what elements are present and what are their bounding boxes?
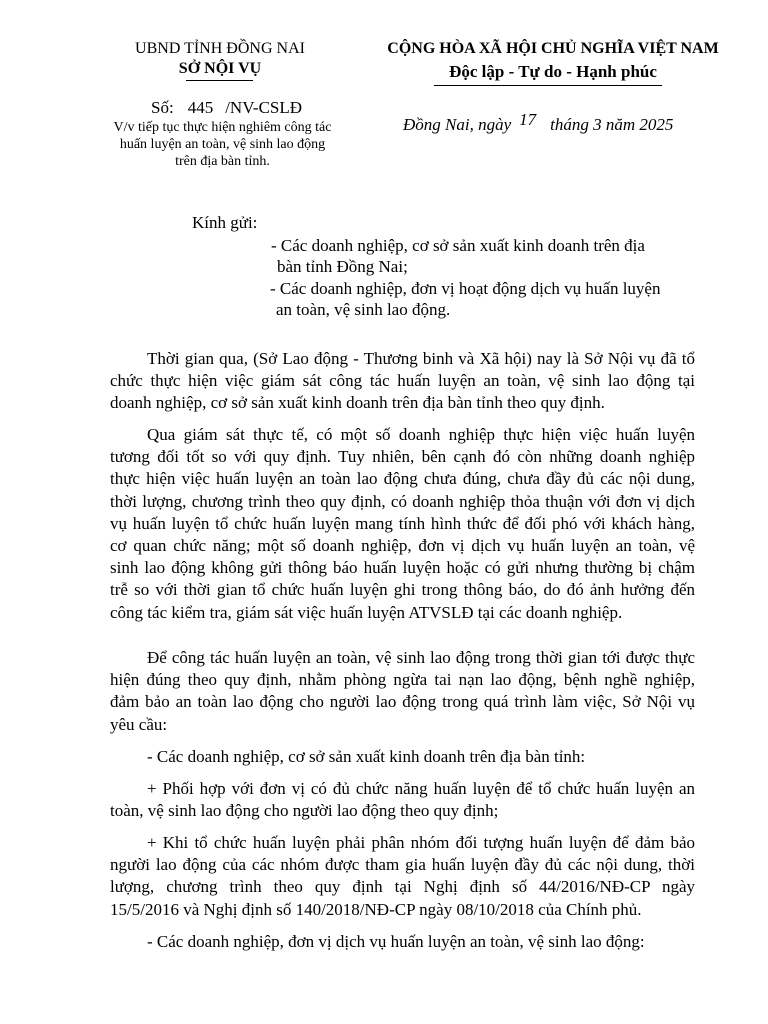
- paragraph-line: 15/5/2016 và Nghị định số 140/2018/NĐ-CP ngày 08/10/2018 của Chính phủ.: [110, 899, 642, 919]
- paragraph-line: Thời gian qua, (Sở Lao động - Thương binh và Xã hội) nay là Sở Nội vụ đã tổ: [147, 349, 695, 368]
- agency-name: UBND TỈNH ĐỒNG NAI: [135, 40, 305, 57]
- nation-title: CỘNG HÒA XÃ HỘI CHỦ NGHĨA VIỆT NAM: [387, 40, 719, 57]
- agency-underline: [186, 80, 253, 81]
- department-name: SỞ NỘI VỤ: [178, 60, 262, 77]
- national-motto: Độc lập - Tự do - Hạnh phúc: [449, 62, 657, 81]
- paragraph-line: công tác kiểm tra, giám sát việc huấn luyện ATVSLĐ tại các doanh nghiệp.: [110, 602, 623, 622]
- paragraph-line: tương đối tốt so với quy định. Tuy nhiên, bên cạnh đó còn những doanh nghiệp: [110, 447, 695, 467]
- paragraph-line: doanh nghiệp, cơ sở sản xuất kinh doanh trên địa bàn tỉnh theo quy định.: [110, 393, 605, 413]
- document-number: [151, 97, 302, 119]
- subject-line: trên địa bàn tỉnh.: [175, 154, 270, 169]
- date-day: 17: [519, 110, 537, 129]
- paragraph-line: yêu cầu:: [110, 714, 168, 734]
- subject-line: V/v tiếp tục thực hiện nghiêm công tác: [113, 120, 332, 135]
- paragraph-line: sinh lao động không gửi thông báo huấn luyện hoặc có gửi nhưng thường bị chậm: [110, 558, 695, 578]
- paragraph-line: chức thực hiện việc giám sát công tác huấn luyện an toàn, vệ sinh lao động tại: [110, 371, 695, 391]
- paragraph-line: - Các doanh nghiệp, cơ sở sản xuất kinh doanh trên địa bàn tỉnh:: [147, 747, 586, 766]
- paragraph-line: cơ quan chức năng; một số doanh nghiệp, đơn vị dịch vụ huấn luyện an toàn, vệ: [110, 536, 695, 556]
- paragraph-line: lượng, chương trình theo quy định tại Nghị định số 44/2016/NĐ-CP ngày: [110, 877, 695, 897]
- place-prefix: Đồng Nai, ngày: [403, 115, 512, 134]
- number-value: 445: [187, 98, 214, 117]
- salutation: Kính gửi:: [192, 213, 258, 232]
- paragraph-line: người lao động của các nhóm được tham gia huấn luyện đầy đủ các nội dung, thời: [110, 855, 695, 875]
- body-paragraph-1: [110, 348, 695, 415]
- paragraph-line: hiện đúng theo quy định, nhằm phòng ngừa tai nạn lao động, bệnh nghề nghiệp,: [110, 670, 695, 690]
- body-paragraph-6: [110, 832, 695, 921]
- paragraph-line: toàn, vệ sinh lao động cho người lao động theo quy định;: [110, 801, 499, 821]
- paragraph-line: Qua giám sát thực tế, có một số doanh nghiệp thực hiện việc huấn luyện: [147, 425, 695, 444]
- paragraph-line: vụ huấn luyện tổ chức huấn luyện mang tính hình thức để đối phó với khách hàng,: [110, 513, 695, 533]
- body-paragraph-5: [110, 778, 695, 822]
- paragraph-line: Để công tác huấn luyện an toàn, vệ sinh lao động trong thời gian tới được thực: [147, 648, 695, 667]
- date-month-year: tháng 3 năm 2025: [550, 115, 674, 134]
- place-date: [403, 110, 674, 137]
- body-paragraph-7: [110, 931, 695, 953]
- paragraph-line: + Khi tổ chức huấn luyện phải phân nhóm đối tượng huấn luyện để đảm bảo: [147, 833, 695, 852]
- subject-line: huấn luyện an toàn, vệ sinh lao động: [119, 137, 326, 152]
- paragraph-line: trễ so với thời gian tổ chức huấn luyện ghi trong thông báo, do đó ảnh hưởng đến: [110, 580, 695, 600]
- recipient-line: an toàn, vệ sinh lao động.: [276, 300, 451, 319]
- recipient-line: bàn tỉnh Đồng Nai;: [277, 257, 408, 276]
- recipient-line: - Các doanh nghiệp, cơ sở sản xuất kinh doanh trên địa: [271, 236, 645, 255]
- paragraph-line: thực hiện việc huấn luyện an toàn lao động chưa đúng, chưa đầy đủ các nội dung,: [110, 469, 695, 489]
- number-prefix: Số:: [151, 98, 174, 117]
- paragraph-line: - Các doanh nghiệp, đơn vị dịch vụ huấn luyện an toàn, vệ sinh lao động:: [147, 932, 645, 951]
- paragraph-line: thời lượng, chương trình theo quy định, có doanh nghiệp thỏa thuận với đơn vị dịch: [110, 491, 695, 511]
- body-paragraph-3: [110, 647, 695, 736]
- motto-underline: [434, 85, 662, 86]
- paragraph-line: + Phối hợp với đơn vị có đủ chức năng huấn luyện để tổ chức huấn luyện an: [147, 779, 695, 798]
- body-paragraph-2: [110, 424, 695, 624]
- recipient-line: - Các doanh nghiệp, đơn vị hoạt động dịch vụ huấn luyện: [270, 279, 661, 298]
- body-paragraph-4: [110, 746, 695, 768]
- paragraph-line: đảm bảo an toàn lao động cho người lao động trong quá trình làm việc, Sở Nội vụ: [110, 692, 695, 712]
- number-suffix: /NV-CSLĐ: [225, 98, 303, 117]
